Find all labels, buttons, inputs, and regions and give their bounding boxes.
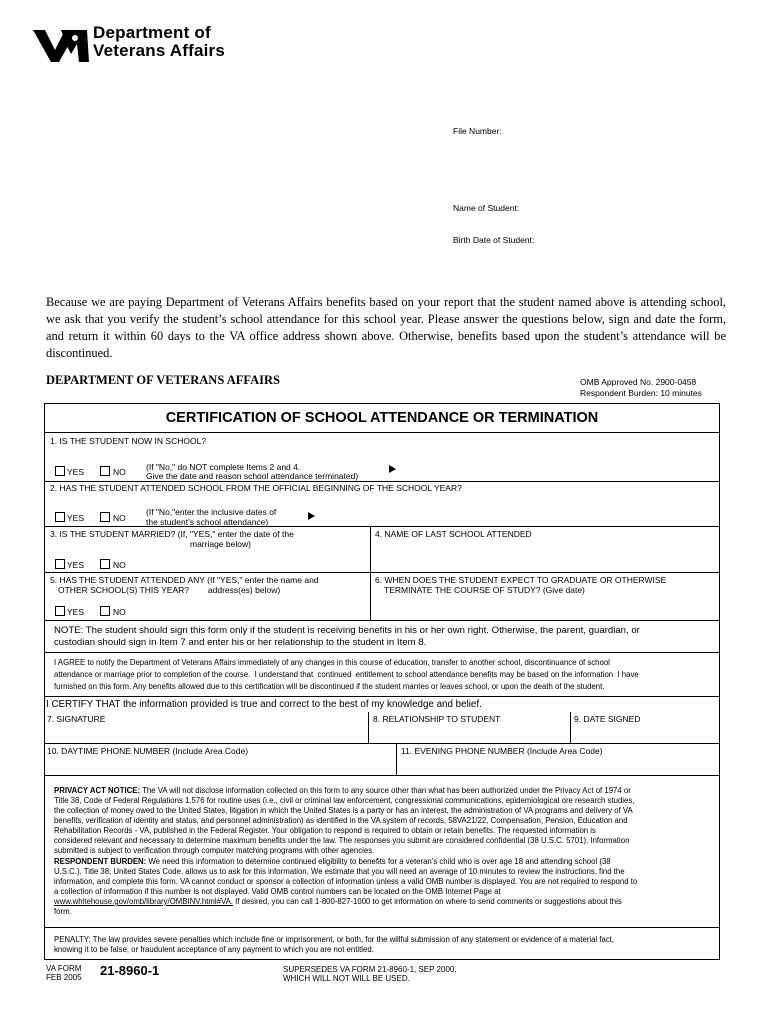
- footer-va-form: VA FORM: [46, 964, 82, 973]
- question-5: 5. HAS THE STUDENT ATTENDED ANY (If "YES," enter the name and: [50, 575, 319, 585]
- privacy-line-6: considered relevant and necessary to determine maximum benefits under the law. The responses you submit are considered confidential (38 U.S.C. 5701). Information: [54, 836, 630, 845]
- note-line-1: NOTE: The student should sign this form only if the student is receiving benefits in his or her own right. Otherwise, the parent, guardian, or: [54, 625, 640, 636]
- form-title: CERTIFICATION OF SCHOOL ATTENDANCE OR TERMINATION: [165, 410, 599, 426]
- burden-heading: RESPONDENT BURDEN:: [54, 857, 147, 866]
- penalty-line-1: PENALTY: The law provides severe penalties which include fine or imprisonment, or both, for the willful submission of any statement or evidence of a material fact,: [54, 935, 615, 944]
- burden-line-2: U.S.C.). Title 38, United States Code, allows us to ask for this information. We estimate that you will need an average of 10 minutes to review the instructions, find the: [54, 867, 625, 876]
- penalty-line-2: knowing it to be false, or fraudulent acceptance of any payment to which you are not entitled.: [54, 945, 374, 954]
- q2-yes-label: YES: [67, 513, 85, 523]
- q1-yes-checkbox[interactable]: [55, 466, 65, 476]
- respondent-burden: Respondent Burden: 10 minutes: [580, 388, 702, 398]
- relationship-field[interactable]: [372, 728, 568, 742]
- logo-line-1: Department of: [93, 23, 211, 42]
- agree-line-1: I AGREE to notify the Department of Veterans Affairs immediately of any changes in this course of education, transfer to another school, discontinuance of school: [54, 658, 610, 667]
- intro-paragraph: Because we are paying Department of Veterans Affairs benefits based on your report that the student named above is attending school, we ask that you verify the student’s school attendance for this school year. Please answer the questions below, sign and date the form, and return it within 60 days to the VA office address shown above. Otherwise, benefits based upon the student’s attendance will be discontinued.: [46, 295, 726, 360]
- question-6-cont: TERMINATE THE COURSE OF STUDY? (Give date): [384, 585, 585, 595]
- q2-note-1: (If "No,"enter the inclusive dates of: [146, 507, 277, 517]
- omb-link[interactable]: www.whitehouse.gov/omb/library/OMBINV.html#VA.: [54, 897, 233, 906]
- q3-yes-checkbox[interactable]: [55, 559, 65, 569]
- privacy-line-7: submitted is subject to verification through computer matching programs with other agencies.: [54, 846, 375, 855]
- student-name-label: Name of Student:: [453, 203, 520, 213]
- footer-supersedes-2: WHICH WILL NOT WILL BE USED.: [283, 974, 410, 983]
- q2-no-label: NO: [113, 513, 126, 523]
- privacy-line-4: benefits, verification of identity and status, and personnel administration) as identified in the VA system of records, 58VA21/22, Compensation, Pension, Education and: [54, 816, 628, 825]
- item-10-daytime-phone: 10. DAYTIME PHONE NUMBER (Include Area Code): [47, 746, 249, 756]
- agree-line-3: furnished on this form. Any benefits allowed due to this certification will be discontinued if the student marries or leaves school, or upon the death of the student.: [54, 682, 605, 691]
- privacy-heading: PRIVACY ACT NOTICE:: [54, 786, 141, 795]
- burden-line-4: a collection of information if this number is not displayed. Valid OMB control numbers can be located on the OMB Internet Page at: [54, 887, 501, 896]
- question-3-cont: marriage below): [190, 539, 251, 549]
- q5-no-label: NO: [113, 607, 126, 617]
- question-6: 6. WHEN DOES THE STUDENT EXPECT TO GRADUATE OR OTHERWISE: [375, 575, 667, 585]
- privacy-line-3: the collection of money owed to the United States, litigation in which the United States is a party or has an interest, the administration of VA programs and delivery of VA: [54, 806, 633, 815]
- question-1: 1. IS THE STUDENT NOW IN SCHOOL?: [50, 436, 207, 446]
- agree-line-2: attendance or marriage prior to completion of the course. I understand that continued entitlement to school attendance benefits may be based on the information I have: [54, 670, 639, 679]
- footer-form-number: 21-8960-1: [100, 963, 160, 978]
- arrow-right-icon: [389, 465, 396, 473]
- q1-no-checkbox[interactable]: [100, 466, 110, 476]
- logo-line-2: Veterans Affairs: [93, 41, 226, 60]
- question-4: 4. NAME OF LAST SCHOOL ATTENDED: [375, 529, 532, 539]
- question-3: 3. IS THE STUDENT MARRIED? (If, "YES," enter the date of the: [50, 529, 294, 539]
- q3-no-label: NO: [113, 560, 126, 570]
- burden-line-1: [54, 857, 611, 867]
- q3-yes-label: YES: [67, 560, 85, 570]
- privacy-line-5: Rehabilitation Records - VA, published in the Federal Register. Your obligation to respond is required to obtain or retain benefits. The requested information is: [54, 826, 596, 835]
- question-2: 2. HAS THE STUDENT ATTENDED SCHOOL FROM THE OFFICIAL BEGINNING OF THE SCHOOL YEAR?: [50, 483, 462, 493]
- item-11-evening-phone: 11. EVENING PHONE NUMBER (Include Area Code): [401, 746, 603, 756]
- q1-note-1: (If "No," do NOT complete Items 2 and 4.: [146, 462, 301, 472]
- note-line-2: custodian should sign in Item 7 and enter his or her relationship to the student in Item 8.: [54, 637, 427, 648]
- item-9-date-signed: 9. DATE SIGNED: [574, 714, 641, 724]
- q2-yes-checkbox[interactable]: [55, 512, 65, 522]
- q1-note-2: Give the date and reason school attendance terminated): [146, 471, 359, 481]
- burden-line-6: form.: [54, 907, 72, 916]
- footer-form-label: [46, 964, 82, 982]
- q5-yes-label: YES: [67, 607, 85, 617]
- item-8-relationship: 8. RELATIONSHIP TO STUDENT: [373, 714, 501, 724]
- q3-no-checkbox[interactable]: [100, 559, 110, 569]
- certify-statement: I CERTIFY THAT the information provided is true and correct to the best of my knowledge and belief.: [46, 699, 482, 710]
- date-signed-field[interactable]: [574, 728, 718, 742]
- q2-no-checkbox[interactable]: [100, 512, 110, 522]
- q2-note-2: the student’s school attendance): [146, 517, 269, 527]
- footer-supersedes: [283, 965, 457, 983]
- q1-yes-label: YES: [67, 467, 85, 477]
- privacy-line-2: Title 38, Code of Federal Regulations 1.576 for routine uses (i.e., civil or criminal law enforcement, congressional communications, epidemiological ore research studies,: [54, 796, 635, 805]
- birth-date-label: Birth Date of Student:: [453, 235, 535, 245]
- question-5-cont: OTHER SCHOOL(S) THIS YEAR? address(es) below): [58, 585, 281, 595]
- q5-yes-checkbox[interactable]: [55, 606, 65, 616]
- burden-line-3: information, and complete this form. VA cannot conduct or sponsor a collection of information unless a valid OMB number is displayed. You are not required to respond to: [54, 877, 638, 886]
- item-7-signature: 7. SIGNATURE: [47, 714, 106, 724]
- arrow-right-icon: [308, 512, 315, 520]
- evening-phone-field[interactable]: [400, 758, 718, 773]
- privacy-text-1: The VA will not disclose information collected on this form to any source other than what has been authorized under the Privacy Act of 1974 or: [142, 786, 631, 795]
- daytime-phone-field[interactable]: [46, 758, 394, 773]
- omb-info: [580, 377, 702, 399]
- q5-no-checkbox[interactable]: [100, 606, 110, 616]
- q1-no-label: NO: [113, 467, 126, 477]
- privacy-line-1: [54, 786, 631, 796]
- burden-text-5: If desired, you can call 1-800-827-1000 to get information on where to send comments or suggestions about this: [235, 897, 622, 906]
- va-logo-icon: [31, 22, 91, 68]
- file-number-label: File Number:: [453, 126, 502, 136]
- footer-supersedes-1: SUPERSEDES VA FORM 21-8960-1, SEP 2000,: [283, 965, 457, 974]
- burden-line-5: [54, 897, 622, 907]
- department-heading: DEPARTMENT OF VETERANS AFFAIRS: [46, 373, 280, 387]
- signature-field[interactable]: [46, 728, 366, 742]
- department-logo-text: [93, 24, 225, 60]
- omb-number: OMB Approved No. 2900-0458: [580, 377, 697, 387]
- burden-text-1: We need this information to determine continued eligibility to benefits for a veteran’s child who is over age 18 and attending school (38: [148, 857, 611, 866]
- footer-date: FEB 2005: [46, 973, 82, 982]
